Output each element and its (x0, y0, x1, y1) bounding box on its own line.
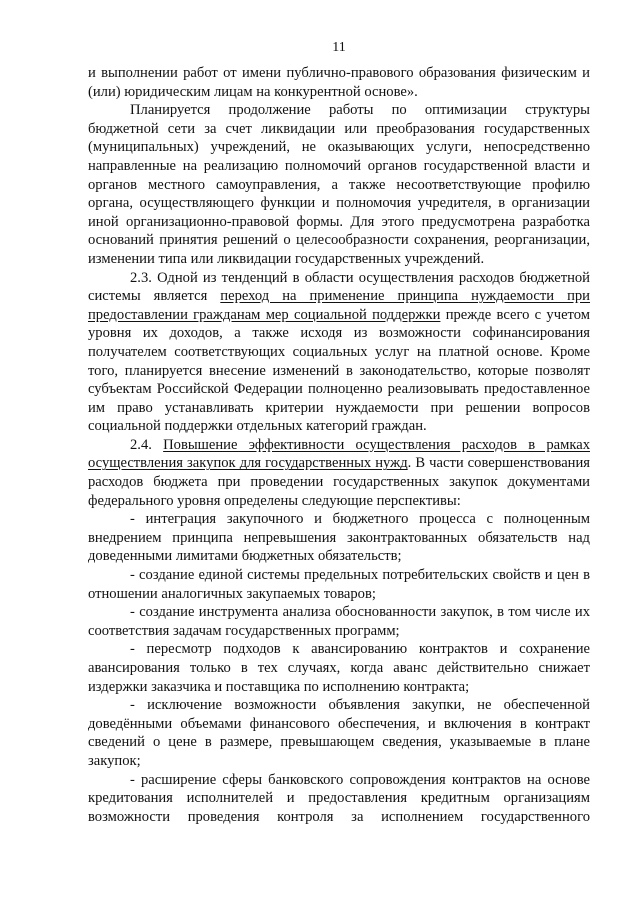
list-item: - пересмотр подходов к авансированию контрактов и сохранение авансирования только в тех случаях, когда аванс действительно снижает издержки заказчика и поставщика по исполнению контракта; (88, 641, 590, 695)
paragraph-2-3 (88, 269, 590, 436)
document-body (88, 64, 590, 826)
paragraph-2-4-underlined-heading: Повышение эффективности осуществления расходов в рамках осуществления закупок для государственных нужд (88, 436, 590, 472)
paragraph-2-4 (88, 436, 590, 510)
list-item: - исключение возможности объявления закупки, не обеспеченной доведёнными объемами финансового обеспечения, и включения в контракт сведений о цене в размере, превышающем сведения, указываемые в плане закупок; (88, 697, 590, 769)
paragraph-2-3-underlined-phrase: переход на применение принципа нуждаемости при предоставлении гражданам мер социальной поддержки (88, 288, 590, 323)
paragraph-2-4-number: 2.4. (130, 436, 164, 453)
paragraph-budget-network: Планируется продолжение работы по оптимизации структуры бюджетной сети за счет ликвидации или преобразования государственных (муниципальных) учреждений, не оказывающих услуги, непосредственно направленные на реализацию полномочий органов государственной власти и органов местного самоуправления, а также несоответствующие профилю органа, осуществляющего функции и полномочия учредителя, в организации иной организационно-правовой формы. Для этого предусмотрена разработка оснований принятия решений о целесообразности сохранения, реорганизации, изменении типа или ликвидации государственных учреждений. (88, 102, 590, 267)
list-item: - создание единой системы предельных потребительских свойств и цен в отношении аналогичных закупаемых товаров; (88, 567, 590, 602)
paragraph-2-4-rest: . В части совершенствования расходов бюджета при проведении государственных закупок документами федерального уровня определены следующие перспективы: (88, 455, 591, 509)
list-item: - интеграция закупочного и бюджетного процесса с полноценным внедрением принципа непревышения законтрактованных обязательств над доведенными лимитами бюджетных обязательств; (88, 511, 590, 565)
list-item: - расширение сферы банковского сопровождения контрактов на основе кредитования исполнителей и предоставления кредитным организациям возможности проведения контроля за исполнением государственного (88, 771, 590, 825)
page-number: 11 (332, 40, 346, 55)
paragraph-2-3-rest: прежде всего с учетом уровня их доходов, а также исходя из возможности софинансирования получателем соответствующих социальных услуг на платной основе. Кроме того, планируется внесение изменений в законодательство, которые позволят субъектам Российской Федерации полноценно реализовывать предоставленное им право устанавливать критерии нуждаемости при решении вопросов социальной поддержки отдельных категорий граждан. (88, 306, 590, 435)
list-item: - создание инструмента анализа обоснованности закупок, в том числе их соответствия задачам государственных программ; (88, 604, 590, 639)
paragraph-2-3-intro: 2.3. Одной из тенденций в области осуществления расходов бюджетной системы является (88, 269, 590, 305)
paragraph-continuation: и выполнении работ от имени публично-правового образования физическим и (или) юридическим лицам на конкурентной основе». (88, 65, 590, 100)
